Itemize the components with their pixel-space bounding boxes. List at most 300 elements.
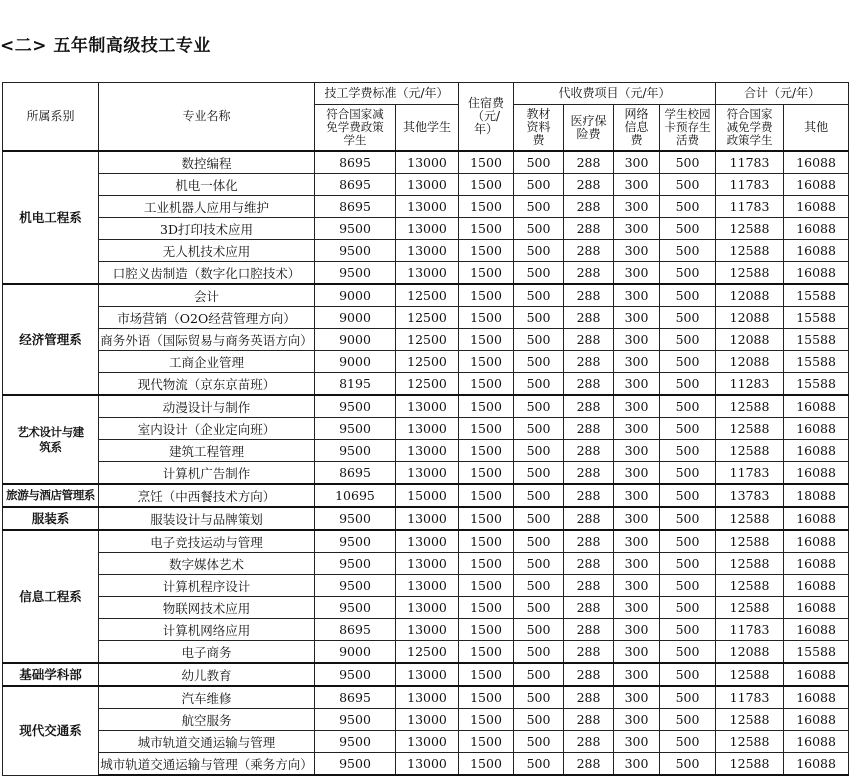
- campus-card-fee: 500: [660, 686, 716, 709]
- network-fee: 300: [614, 530, 660, 553]
- tuition-other: 13000: [396, 462, 459, 485]
- tuition-exempt: 9000: [315, 351, 396, 373]
- major-name: 3D打印技术应用: [99, 218, 315, 240]
- accommodation-fee: 1500: [459, 307, 514, 329]
- textbook-fee: 500: [514, 530, 564, 553]
- tuition-exempt: 9500: [315, 218, 396, 240]
- table-row: [3, 462, 849, 485]
- department-name: 现代交通系: [3, 686, 99, 775]
- total-other: 16088: [784, 395, 849, 418]
- textbook-fee: 500: [514, 553, 564, 575]
- total-exempt: 11783: [716, 174, 784, 196]
- header-total-group: 合计（元/年）: [716, 83, 849, 105]
- tuition-exempt: 9500: [315, 507, 396, 530]
- total-other: 16088: [784, 686, 849, 709]
- major-name: 电子商务: [99, 641, 315, 664]
- textbook-fee: 500: [514, 284, 564, 307]
- fee-table: [2, 82, 849, 776]
- major-name: 计算机网络应用: [99, 619, 315, 641]
- table-row: [3, 686, 849, 709]
- tuition-other: 12500: [396, 284, 459, 307]
- textbook-fee: 500: [514, 731, 564, 753]
- accommodation-fee: 1500: [459, 731, 514, 753]
- campus-card-fee: 500: [660, 663, 716, 686]
- medical-fee: 288: [564, 329, 614, 351]
- tuition-exempt: 9500: [315, 753, 396, 776]
- network-fee: 300: [614, 218, 660, 240]
- accommodation-fee: 1500: [459, 284, 514, 307]
- total-exempt: 11783: [716, 151, 784, 174]
- accommodation-fee: 1500: [459, 641, 514, 664]
- total-exempt: 12088: [716, 329, 784, 351]
- tuition-exempt: 8695: [315, 174, 396, 196]
- tuition-exempt: 9500: [315, 240, 396, 262]
- tuition-exempt: 9000: [315, 284, 396, 307]
- tuition-exempt: 8195: [315, 373, 396, 396]
- medical-fee: 288: [564, 753, 614, 776]
- major-name: 电子竞技运动与管理: [99, 530, 315, 553]
- department-name: 旅游与酒店管理系: [3, 484, 99, 507]
- tuition-other: 13000: [396, 395, 459, 418]
- network-fee: 300: [614, 753, 660, 776]
- campus-card-fee: 500: [660, 395, 716, 418]
- table-row: [3, 373, 849, 396]
- textbook-fee: 500: [514, 484, 564, 507]
- textbook-fee: 500: [514, 709, 564, 731]
- total-other: 16088: [784, 753, 849, 776]
- campus-card-fee: 500: [660, 753, 716, 776]
- table-row: [3, 218, 849, 240]
- total-other: 16088: [784, 462, 849, 485]
- total-exempt: 12588: [716, 440, 784, 462]
- total-other: 16088: [784, 240, 849, 262]
- accommodation-fee: 1500: [459, 663, 514, 686]
- table-row: [3, 395, 849, 418]
- medical-fee: 288: [564, 262, 614, 285]
- total-other: 16088: [784, 731, 849, 753]
- total-exempt: 12088: [716, 307, 784, 329]
- textbook-fee: 500: [514, 395, 564, 418]
- tuition-exempt: 9500: [315, 731, 396, 753]
- total-other: 16088: [784, 597, 849, 619]
- tuition-other: 13000: [396, 262, 459, 285]
- tuition-exempt: 9500: [315, 440, 396, 462]
- total-other: 16088: [784, 174, 849, 196]
- tuition-other: 13000: [396, 440, 459, 462]
- total-exempt: 12588: [716, 218, 784, 240]
- major-name: 市场营销（O2O经营管理方向）: [99, 307, 315, 329]
- table-row: [3, 619, 849, 641]
- network-fee: 300: [614, 174, 660, 196]
- total-exempt: 12088: [716, 351, 784, 373]
- textbook-fee: 500: [514, 329, 564, 351]
- table-row: [3, 418, 849, 440]
- major-name: 口腔义齿制造（数字化口腔技术）: [99, 262, 315, 285]
- table-row: [3, 484, 849, 507]
- table-row: [3, 262, 849, 285]
- major-name: 工业机器人应用与维护: [99, 196, 315, 218]
- tuition-other: 13000: [396, 597, 459, 619]
- campus-card-fee: 500: [660, 507, 716, 530]
- campus-card-fee: 500: [660, 307, 716, 329]
- tuition-exempt: 9000: [315, 329, 396, 351]
- table-row: [3, 753, 849, 776]
- header-total-exempt: 符合国家减免学费政策学生: [716, 105, 784, 152]
- total-exempt: 12588: [716, 575, 784, 597]
- medical-fee: 288: [564, 440, 614, 462]
- tuition-other: 12500: [396, 351, 459, 373]
- medical-fee: 288: [564, 395, 614, 418]
- header-network: 网络信息费: [614, 105, 660, 152]
- campus-card-fee: 500: [660, 284, 716, 307]
- medical-fee: 288: [564, 418, 614, 440]
- tuition-exempt: 8695: [315, 686, 396, 709]
- textbook-fee: 500: [514, 597, 564, 619]
- department-name: 服装系: [3, 507, 99, 530]
- medical-fee: 288: [564, 507, 614, 530]
- table-row: [3, 151, 849, 174]
- table-row: [3, 240, 849, 262]
- total-other: 16088: [784, 262, 849, 285]
- campus-card-fee: 500: [660, 597, 716, 619]
- campus-card-fee: 500: [660, 709, 716, 731]
- total-other: 16088: [784, 440, 849, 462]
- header-tuition-exempt: 符合国家减免学费政策学生: [315, 105, 396, 152]
- department-group: [3, 530, 849, 663]
- network-fee: 300: [614, 709, 660, 731]
- tuition-exempt: 8695: [315, 462, 396, 485]
- textbook-fee: 500: [514, 753, 564, 776]
- medical-fee: 288: [564, 686, 614, 709]
- textbook-fee: 500: [514, 418, 564, 440]
- tuition-other: 13000: [396, 507, 459, 530]
- textbook-fee: 500: [514, 507, 564, 530]
- total-exempt: 11783: [716, 619, 784, 641]
- total-exempt: 13783: [716, 484, 784, 507]
- medical-fee: 288: [564, 373, 614, 396]
- network-fee: 300: [614, 663, 660, 686]
- header-tuition-group: 技工学费标准（元/年）: [315, 83, 459, 105]
- major-name: 城市轨道交通运输与管理: [99, 731, 315, 753]
- textbook-fee: 500: [514, 351, 564, 373]
- tuition-other: 13000: [396, 619, 459, 641]
- accommodation-fee: 1500: [459, 484, 514, 507]
- tuition-other: 12500: [396, 373, 459, 396]
- campus-card-fee: 500: [660, 174, 716, 196]
- total-exempt: 12588: [716, 530, 784, 553]
- campus-card-fee: 500: [660, 218, 716, 240]
- network-fee: 300: [614, 731, 660, 753]
- textbook-fee: 500: [514, 440, 564, 462]
- major-name: 计算机程序设计: [99, 575, 315, 597]
- network-fee: 300: [614, 597, 660, 619]
- tuition-exempt: 9500: [315, 530, 396, 553]
- accommodation-fee: 1500: [459, 553, 514, 575]
- tuition-other: 12500: [396, 329, 459, 351]
- major-name: 计算机广告制作: [99, 462, 315, 485]
- accommodation-fee: 1500: [459, 597, 514, 619]
- tuition-exempt: 9500: [315, 575, 396, 597]
- campus-card-fee: 500: [660, 731, 716, 753]
- accommodation-fee: 1500: [459, 530, 514, 553]
- major-name: 航空服务: [99, 709, 315, 731]
- total-exempt: 12088: [716, 641, 784, 664]
- total-other: 15588: [784, 641, 849, 664]
- textbook-fee: 500: [514, 218, 564, 240]
- header-accommodation: 住宿费（元/年）: [459, 83, 514, 152]
- textbook-fee: 500: [514, 686, 564, 709]
- total-exempt: 12588: [716, 553, 784, 575]
- network-fee: 300: [614, 284, 660, 307]
- tuition-other: 12500: [396, 307, 459, 329]
- department-name: 艺术设计与建筑系: [3, 395, 99, 484]
- tuition-exempt: 9500: [315, 553, 396, 575]
- department-name: 机电工程系: [3, 151, 99, 284]
- total-other: 16088: [784, 196, 849, 218]
- network-fee: 300: [614, 262, 660, 285]
- campus-card-fee: 500: [660, 619, 716, 641]
- department-group: [3, 663, 849, 686]
- department-name: 基础学科部: [3, 663, 99, 686]
- textbook-fee: 500: [514, 196, 564, 218]
- campus-card-fee: 500: [660, 530, 716, 553]
- network-fee: 300: [614, 351, 660, 373]
- total-other: 16088: [784, 218, 849, 240]
- tuition-other: 12500: [396, 641, 459, 664]
- accommodation-fee: 1500: [459, 196, 514, 218]
- total-other: 16088: [784, 151, 849, 174]
- tuition-exempt: 9000: [315, 307, 396, 329]
- table-row: [3, 709, 849, 731]
- campus-card-fee: 500: [660, 329, 716, 351]
- total-other: 16088: [784, 619, 849, 641]
- network-fee: 300: [614, 418, 660, 440]
- medical-fee: 288: [564, 307, 614, 329]
- tuition-other: 13000: [396, 196, 459, 218]
- network-fee: 300: [614, 641, 660, 664]
- network-fee: 300: [614, 507, 660, 530]
- accommodation-fee: 1500: [459, 619, 514, 641]
- total-other: 16088: [784, 575, 849, 597]
- major-name: 机电一体化: [99, 174, 315, 196]
- total-exempt: 12588: [716, 418, 784, 440]
- textbook-fee: 500: [514, 575, 564, 597]
- network-fee: 300: [614, 151, 660, 174]
- table-row: [3, 329, 849, 351]
- medical-fee: 288: [564, 619, 614, 641]
- table-row: [3, 597, 849, 619]
- textbook-fee: 500: [514, 663, 564, 686]
- header-tuition-other: 其他学生: [396, 105, 459, 152]
- tuition-other: 13000: [396, 663, 459, 686]
- accommodation-fee: 1500: [459, 262, 514, 285]
- total-exempt: 11783: [716, 686, 784, 709]
- network-fee: 300: [614, 395, 660, 418]
- campus-card-fee: 500: [660, 641, 716, 664]
- accommodation-fee: 1500: [459, 462, 514, 485]
- medical-fee: 288: [564, 663, 614, 686]
- major-name: 会计: [99, 284, 315, 307]
- tuition-exempt: 10695: [315, 484, 396, 507]
- table-row: [3, 507, 849, 530]
- campus-card-fee: 500: [660, 262, 716, 285]
- major-name: 无人机技术应用: [99, 240, 315, 262]
- textbook-fee: 500: [514, 174, 564, 196]
- textbook-fee: 500: [514, 373, 564, 396]
- campus-card-fee: 500: [660, 196, 716, 218]
- medical-fee: 288: [564, 553, 614, 575]
- accommodation-fee: 1500: [459, 709, 514, 731]
- tuition-other: 15000: [396, 484, 459, 507]
- total-other: 15588: [784, 351, 849, 373]
- total-exempt: 12588: [716, 507, 784, 530]
- header-total-other: 其他: [784, 105, 849, 152]
- total-other: 15588: [784, 307, 849, 329]
- textbook-fee: 500: [514, 262, 564, 285]
- department-name: 经济管理系: [3, 284, 99, 395]
- medical-fee: 288: [564, 597, 614, 619]
- total-other: 16088: [784, 418, 849, 440]
- major-name: 烹饪（中西餐技术方向）: [99, 484, 315, 507]
- table-row: [3, 641, 849, 664]
- accommodation-fee: 1500: [459, 418, 514, 440]
- tuition-other: 13000: [396, 218, 459, 240]
- total-exempt: 12588: [716, 753, 784, 776]
- section-heading: <二> 五年制高级技工专业: [0, 36, 211, 56]
- header-major: 专业名称: [99, 83, 315, 152]
- medical-fee: 288: [564, 284, 614, 307]
- accommodation-fee: 1500: [459, 218, 514, 240]
- total-exempt: 12588: [716, 240, 784, 262]
- tuition-other: 13000: [396, 240, 459, 262]
- total-exempt: 12088: [716, 284, 784, 307]
- tuition-other: 13000: [396, 731, 459, 753]
- major-name: 室内设计（企业定向班）: [99, 418, 315, 440]
- header-campus-card: 学生校园卡预存生活费: [660, 105, 716, 152]
- total-exempt: 11783: [716, 462, 784, 485]
- tuition-other: 13000: [396, 709, 459, 731]
- tuition-other: 13000: [396, 575, 459, 597]
- tuition-other: 13000: [396, 418, 459, 440]
- textbook-fee: 500: [514, 151, 564, 174]
- campus-card-fee: 500: [660, 418, 716, 440]
- total-other: 16088: [784, 709, 849, 731]
- total-exempt: 11783: [716, 196, 784, 218]
- campus-card-fee: 500: [660, 240, 716, 262]
- department-group: [3, 686, 849, 775]
- accommodation-fee: 1500: [459, 329, 514, 351]
- table-row: [3, 196, 849, 218]
- network-fee: 300: [614, 240, 660, 262]
- table-row: [3, 530, 849, 553]
- textbook-fee: 500: [514, 619, 564, 641]
- total-exempt: 12588: [716, 395, 784, 418]
- medical-fee: 288: [564, 196, 614, 218]
- accommodation-fee: 1500: [459, 351, 514, 373]
- campus-card-fee: 500: [660, 440, 716, 462]
- header-medical: 医疗保险费: [564, 105, 614, 152]
- medical-fee: 288: [564, 575, 614, 597]
- major-name: 数控编程: [99, 151, 315, 174]
- textbook-fee: 500: [514, 462, 564, 485]
- major-name: 商务外语（国际贸易与商务英语方向）: [99, 329, 315, 351]
- department-group: [3, 151, 849, 284]
- tuition-other: 13000: [396, 553, 459, 575]
- campus-card-fee: 500: [660, 553, 716, 575]
- tuition-exempt: 9500: [315, 709, 396, 731]
- total-other: 16088: [784, 553, 849, 575]
- network-fee: 300: [614, 686, 660, 709]
- medical-fee: 288: [564, 641, 614, 664]
- campus-card-fee: 500: [660, 484, 716, 507]
- network-fee: 300: [614, 196, 660, 218]
- network-fee: 300: [614, 553, 660, 575]
- accommodation-fee: 1500: [459, 174, 514, 196]
- department-name: 信息工程系: [3, 530, 99, 663]
- network-fee: 300: [614, 484, 660, 507]
- tuition-exempt: 8695: [315, 151, 396, 174]
- header-department: 所属系别: [3, 83, 99, 152]
- header-collected-group: 代收费项目（元/年）: [514, 83, 716, 105]
- tuition-other: 13000: [396, 174, 459, 196]
- table-row: [3, 174, 849, 196]
- table-row: [3, 307, 849, 329]
- table-row: [3, 575, 849, 597]
- accommodation-fee: 1500: [459, 440, 514, 462]
- tuition-other: 13000: [396, 686, 459, 709]
- major-name: 工商企业管理: [99, 351, 315, 373]
- table-row: [3, 731, 849, 753]
- campus-card-fee: 500: [660, 151, 716, 174]
- network-fee: 300: [614, 373, 660, 396]
- total-other: 15588: [784, 284, 849, 307]
- medical-fee: 288: [564, 240, 614, 262]
- accommodation-fee: 1500: [459, 753, 514, 776]
- textbook-fee: 500: [514, 307, 564, 329]
- tuition-exempt: 9500: [315, 663, 396, 686]
- table-row: [3, 553, 849, 575]
- network-fee: 300: [614, 329, 660, 351]
- total-other: 18088: [784, 484, 849, 507]
- tuition-other: 13000: [396, 753, 459, 776]
- table-row: [3, 284, 849, 307]
- total-exempt: 12588: [716, 262, 784, 285]
- major-name: 物联网技术应用: [99, 597, 315, 619]
- accommodation-fee: 1500: [459, 151, 514, 174]
- header-textbooks: 教材资料费: [514, 105, 564, 152]
- textbook-fee: 500: [514, 641, 564, 664]
- campus-card-fee: 500: [660, 575, 716, 597]
- tuition-exempt: 9500: [315, 395, 396, 418]
- major-name: 幼儿教育: [99, 663, 315, 686]
- medical-fee: 288: [564, 151, 614, 174]
- tuition-exempt: 8695: [315, 619, 396, 641]
- total-exempt: 12588: [716, 731, 784, 753]
- major-name: 现代物流（京东京苗班）: [99, 373, 315, 396]
- accommodation-fee: 1500: [459, 373, 514, 396]
- accommodation-fee: 1500: [459, 240, 514, 262]
- major-name: 服装设计与品牌策划: [99, 507, 315, 530]
- tuition-exempt: 9500: [315, 418, 396, 440]
- medical-fee: 288: [564, 351, 614, 373]
- total-other: 16088: [784, 663, 849, 686]
- medical-fee: 288: [564, 731, 614, 753]
- campus-card-fee: 500: [660, 462, 716, 485]
- department-group: [3, 507, 849, 530]
- network-fee: 300: [614, 440, 660, 462]
- department-group: [3, 284, 849, 395]
- department-group: [3, 395, 849, 484]
